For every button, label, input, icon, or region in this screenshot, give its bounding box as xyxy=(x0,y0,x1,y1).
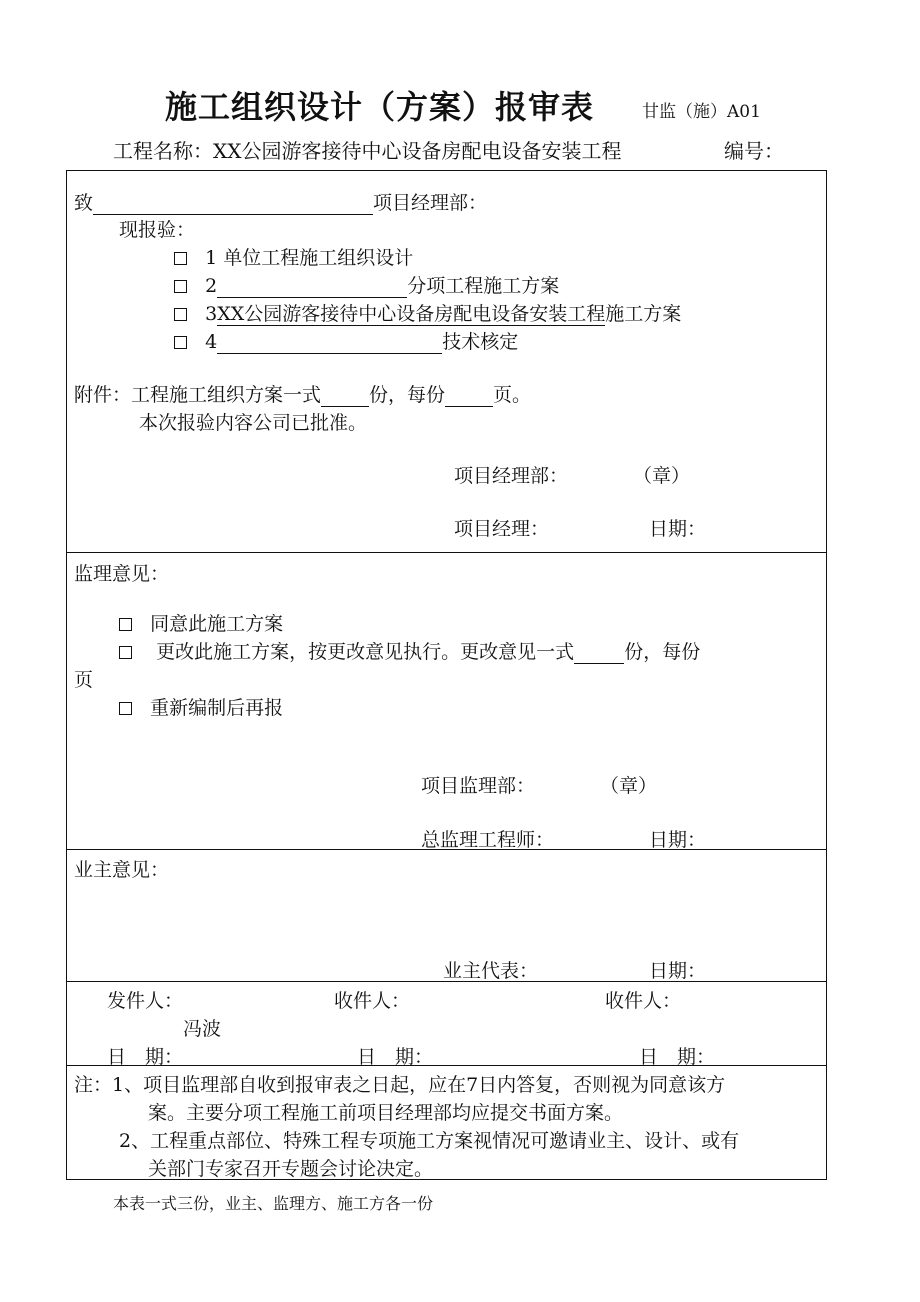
supervision-date-label: 日期： xyxy=(649,829,707,851)
footer-note: 本表一式三份，业主、监理方、施工方各一份 xyxy=(113,1194,434,1213)
attachment-suffix: 页。 xyxy=(493,384,532,406)
addressee-line xyxy=(74,188,487,215)
project-name: XX公园游客接待中心设备房配电设备安装工程 xyxy=(213,139,622,163)
option-3-text: 重新编制后再报 xyxy=(150,697,284,719)
owner-rep-label: 业主代表： xyxy=(443,960,539,982)
supervision-option-1[interactable] xyxy=(119,609,283,636)
divider xyxy=(67,552,826,553)
item-3[interactable] xyxy=(174,299,681,326)
option-1-text: 同意此施工方案 xyxy=(150,613,284,635)
checkbox-icon[interactable] xyxy=(174,336,187,349)
option-2-text: 更改此施工方案，按更改意见执行。更改意见一式 xyxy=(156,641,575,663)
addressee-blank[interactable] xyxy=(93,194,373,215)
attachment-mid: 份，每份 xyxy=(369,384,446,406)
form-code: 甘监（施）A01 xyxy=(642,102,761,122)
receiver-2-date-label: 日 期： xyxy=(639,1046,716,1068)
report-label: 现报验： xyxy=(119,219,196,241)
approved-note: 本次报验内容公司已批准。 xyxy=(139,412,368,434)
review-form-table xyxy=(66,170,827,1180)
checkbox-icon[interactable] xyxy=(119,618,132,631)
supervision-heading: 监理意见： xyxy=(74,563,170,585)
item-3-num: 3 xyxy=(205,303,218,325)
note-line-2: 案。主要分项工程施工前项目经理部均应提交书面方案。 xyxy=(148,1102,624,1124)
item-2-num: 2 xyxy=(205,275,218,297)
supervision-dept-label: 项目监理部： xyxy=(421,775,536,797)
pm-seal: （章） xyxy=(633,465,691,487)
note-line-1: 注：1、项目监理部自收到报审表之日起，应在7日内答复，否则视为同意该方 xyxy=(74,1074,726,1096)
change-copies-blank[interactable] xyxy=(574,643,624,664)
item-3-text: 施工方案 xyxy=(605,303,682,325)
item-2[interactable] xyxy=(174,271,559,298)
receiver-2-label: 收件人： xyxy=(605,990,682,1012)
option-2-tail: 页 xyxy=(74,669,94,691)
number-label: 编号： xyxy=(724,139,784,163)
receiver-1-date-label: 日 期： xyxy=(357,1046,434,1068)
item-3-project: XX公园游客接待中心设备房配电设备安装工程 xyxy=(217,303,606,325)
checkbox-icon[interactable] xyxy=(174,252,187,265)
owner-heading: 业主意见： xyxy=(74,859,170,881)
owner-date-label: 日期： xyxy=(649,960,707,982)
to-suffix: 项目经理部： xyxy=(373,192,488,214)
project-label: 工程名称： xyxy=(113,139,213,163)
note-line-4: 关部门专家召开专题会讨论决定。 xyxy=(148,1158,434,1180)
divider xyxy=(67,849,826,850)
pm-dept-label: 项目经理部： xyxy=(454,465,569,487)
checkbox-icon[interactable] xyxy=(119,702,132,715)
sender-name: 冯波 xyxy=(183,1018,222,1040)
project-name-line xyxy=(113,135,621,164)
receiver-1-label: 收件人： xyxy=(334,990,411,1012)
item-4-num: 4 xyxy=(205,331,218,353)
pages-blank[interactable] xyxy=(445,386,493,407)
attachment-prefix: 附件：工程施工组织方案一式 xyxy=(74,384,322,406)
item-4-text: 技术核定 xyxy=(442,331,519,353)
item-1[interactable] xyxy=(174,243,413,270)
supervision-option-2[interactable] xyxy=(119,637,700,664)
sender-label: 发件人： xyxy=(107,990,184,1012)
checkbox-icon[interactable] xyxy=(174,280,187,293)
item-4-blank[interactable] xyxy=(217,333,442,354)
attachment-line xyxy=(74,380,531,407)
checkbox-icon[interactable] xyxy=(174,308,187,321)
item-1-num: 1 xyxy=(205,247,218,269)
pm-label: 项目经理： xyxy=(454,518,550,540)
chief-engineer-label: 总监理工程师： xyxy=(421,829,555,851)
supervision-seal: （章） xyxy=(600,775,658,797)
option-2-mid: 份，每份 xyxy=(624,641,701,663)
item-1-text: 单位工程施工组织设计 xyxy=(223,247,414,269)
item-4[interactable] xyxy=(174,327,518,354)
supervision-option-3[interactable] xyxy=(119,693,283,720)
pm-date-label: 日期： xyxy=(649,518,707,540)
divider xyxy=(67,1065,826,1066)
checkbox-icon[interactable] xyxy=(119,646,132,659)
item-2-text: 分项工程施工方案 xyxy=(407,275,560,297)
copies-blank[interactable] xyxy=(321,386,369,407)
form-title: 施工组织设计（方案）报审表 xyxy=(165,88,595,126)
to-prefix: 致 xyxy=(74,192,94,214)
sender-date-label: 日 期： xyxy=(107,1046,184,1068)
divider xyxy=(67,981,826,982)
note-line-3: 2、工程重点部位、特殊工程专项施工方案视情况可邀请业主、设计、或有 xyxy=(119,1130,740,1152)
item-2-blank[interactable] xyxy=(217,277,407,298)
